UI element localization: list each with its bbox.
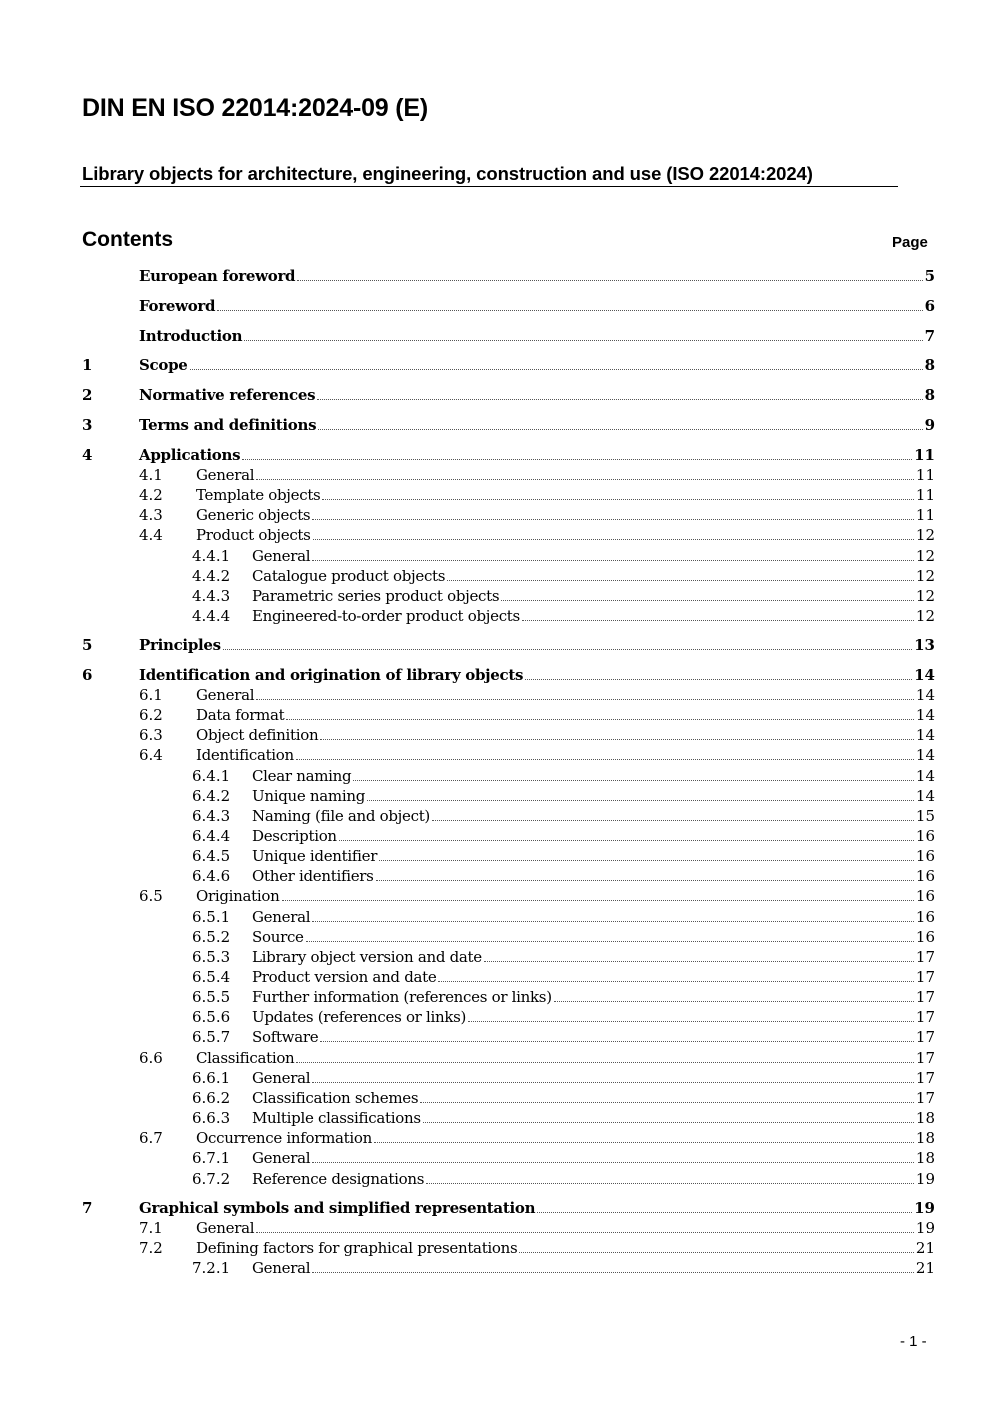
toc-entry-number: 6.7.1 — [192, 1149, 231, 1167]
toc-dot-leader — [190, 369, 923, 370]
toc-entry-page: 18 — [915, 1129, 935, 1147]
toc-entry[interactable] — [82, 908, 935, 927]
toc-entry-label: General — [196, 466, 255, 484]
toc-entry-label: General — [196, 686, 255, 704]
toc-entry-page: 14 — [915, 787, 935, 805]
toc-entry-page: 16 — [915, 887, 935, 905]
toc-entry-number: 6.4.1 — [192, 767, 231, 785]
toc-entry-label: General — [252, 547, 311, 565]
toc-entry-number: 7 — [82, 1199, 93, 1217]
toc-entry-label: Reference designations — [252, 1170, 425, 1188]
toc-entry-number: 6.4.3 — [192, 807, 231, 825]
toc-dot-leader — [296, 1062, 913, 1063]
toc-entry-label: Origination — [196, 887, 280, 905]
toc-entry-page: 13 — [914, 636, 935, 654]
toc-entry-number: 7.1 — [139, 1219, 163, 1237]
page-number: - 1 - — [900, 1333, 927, 1350]
toc-entry-label: Graphical symbols and simplified representation — [139, 1199, 536, 1217]
toc-entry-number: 6.5.4 — [192, 968, 231, 986]
toc-entry-page: 9 — [924, 416, 935, 434]
toc-dot-leader — [423, 1122, 914, 1123]
toc-dot-leader — [256, 1232, 914, 1233]
toc-entry[interactable] — [82, 807, 935, 826]
toc-entry-label: Object definition — [196, 726, 319, 744]
toc-entry-page: 12 — [915, 587, 935, 605]
toc-entry-page: 8 — [924, 386, 935, 404]
toc-entry-label: Library object version and date — [252, 948, 482, 966]
toc-entry[interactable] — [82, 928, 935, 947]
toc-entry-label: Classification — [196, 1049, 295, 1067]
toc-entry-page: 5 — [924, 267, 935, 285]
toc-entry[interactable] — [82, 1028, 935, 1047]
toc-entry-number: 6.5.5 — [192, 988, 231, 1006]
toc-dot-leader — [339, 840, 914, 841]
toc-entry-page: 15 — [915, 807, 935, 825]
toc-dot-leader — [379, 860, 914, 861]
toc-entry[interactable] — [82, 526, 935, 545]
toc-entry-number: 6.6.3 — [192, 1109, 231, 1127]
toc-entry-number: 1 — [82, 356, 93, 374]
toc-entry[interactable] — [82, 587, 935, 606]
toc-entry[interactable] — [82, 1129, 935, 1148]
toc-entry-number: 4.4.4 — [192, 607, 231, 625]
toc-dot-leader — [312, 519, 914, 520]
toc-entry-label: Applications — [139, 446, 241, 464]
toc-entry[interactable] — [82, 706, 935, 725]
toc-entry-label: Updates (references or links) — [252, 1008, 467, 1026]
toc-entry-number: 6 — [82, 666, 93, 684]
toc-entry-label: Defining factors for graphical presentations — [196, 1239, 518, 1257]
toc-dot-leader — [282, 900, 914, 901]
toc-entry[interactable] — [82, 267, 935, 286]
toc-entry-number: 6.2 — [139, 706, 163, 724]
toc-entry-label: Product version and date — [252, 968, 437, 986]
toc-entry[interactable] — [82, 446, 935, 465]
subtitle-underline — [80, 186, 898, 187]
toc-dot-leader — [312, 1272, 914, 1273]
document-subtitle: Library objects for architecture, engineering, construction and use (ISO 22014:2024) — [82, 163, 813, 184]
toc-dot-leader — [320, 739, 914, 740]
toc-entry-page: 11 — [914, 446, 935, 464]
toc-dot-leader — [242, 459, 912, 460]
toc-entry-page: 17 — [915, 1008, 935, 1026]
toc-entry-label: Classification schemes — [252, 1089, 419, 1107]
toc-entry-page: 19 — [915, 1170, 935, 1188]
toc-entry-label: European foreword — [139, 267, 296, 285]
toc-entry-page: 16 — [915, 827, 935, 845]
toc-dot-leader — [317, 399, 922, 400]
toc-dot-leader — [296, 759, 914, 760]
toc-entry-number: 5 — [82, 636, 93, 654]
toc-entry[interactable] — [82, 466, 935, 485]
toc-entry-page: 12 — [915, 567, 935, 585]
toc-entry-page: 11 — [915, 506, 935, 524]
toc-dot-leader — [217, 310, 922, 311]
toc-dot-leader — [420, 1102, 914, 1103]
document-title: DIN EN ISO 22014:2024-09 (E) — [82, 94, 428, 122]
toc-dot-leader — [318, 429, 922, 430]
toc-dot-leader — [519, 1252, 913, 1253]
toc-entry-number: 6.5.7 — [192, 1028, 231, 1046]
toc-entry-number: 6.7 — [139, 1129, 163, 1147]
toc-entry-number: 6.5.3 — [192, 948, 231, 966]
toc-entry[interactable] — [82, 968, 935, 987]
toc-entry-page: 7 — [924, 327, 935, 345]
toc-dot-leader — [367, 800, 914, 801]
toc-dot-leader — [537, 1212, 912, 1213]
toc-dot-leader — [312, 1082, 914, 1083]
toc-entry[interactable] — [82, 1069, 935, 1088]
toc-entry-number: 2 — [82, 386, 93, 404]
toc-entry-page: 19 — [915, 1219, 935, 1237]
toc-dot-leader — [312, 560, 914, 561]
toc-entry-label: Occurrence information — [196, 1129, 372, 1147]
toc-entry-page: 16 — [915, 867, 935, 885]
toc-entry-label: Unique naming — [252, 787, 365, 805]
toc-entry-number: 4.4 — [139, 526, 163, 544]
toc-dot-leader — [554, 1001, 914, 1002]
toc-entry[interactable] — [82, 948, 935, 967]
toc-entry-page: 17 — [915, 1069, 935, 1087]
toc-entry-number: 6.4.6 — [192, 867, 231, 885]
toc-entry[interactable] — [82, 726, 935, 745]
toc-entry[interactable] — [82, 1049, 935, 1068]
toc-entry-label: Normative references — [139, 386, 316, 404]
toc-entry[interactable] — [82, 547, 935, 566]
toc-entry-label: Clear naming — [252, 767, 352, 785]
toc-entry-label: Product objects — [196, 526, 311, 544]
toc-entry[interactable] — [82, 386, 935, 405]
toc-dot-leader — [313, 539, 914, 540]
toc-entry-label: Further information (references or links) — [252, 988, 552, 1006]
toc-entry-number: 6.6.2 — [192, 1089, 231, 1107]
toc-entry-page: 14 — [915, 767, 935, 785]
toc-entry-number: 4.4.2 — [192, 567, 231, 585]
toc-entry[interactable] — [82, 1089, 935, 1108]
toc-dot-leader — [312, 1162, 914, 1163]
toc-dot-leader — [244, 340, 922, 341]
toc-entry[interactable] — [82, 767, 935, 786]
toc-entry-number: 6.4.5 — [192, 847, 231, 865]
toc-dot-leader — [320, 1041, 914, 1042]
toc-entry-number: 6.3 — [139, 726, 163, 744]
toc-entry[interactable] — [82, 1199, 935, 1218]
toc-entry[interactable] — [82, 746, 935, 765]
toc-entry[interactable] — [82, 1109, 935, 1128]
toc-entry[interactable] — [82, 636, 935, 655]
toc-entry-page: 14 — [915, 706, 935, 724]
toc-dot-leader — [438, 981, 913, 982]
toc-entry-number: 6.4.4 — [192, 827, 231, 845]
toc-entry[interactable] — [82, 607, 935, 626]
toc-entry-label: Data format — [196, 706, 285, 724]
toc-dot-leader — [525, 679, 912, 680]
toc-entry-page: 18 — [915, 1109, 935, 1127]
toc-entry[interactable] — [82, 356, 935, 375]
toc-entry[interactable] — [82, 827, 935, 846]
toc-dot-leader — [426, 1183, 914, 1184]
toc-entry-label: General — [196, 1219, 255, 1237]
toc-entry-number: 4 — [82, 446, 93, 464]
toc-entry[interactable] — [82, 416, 935, 435]
toc-entry-page: 16 — [915, 847, 935, 865]
toc-entry-label: Description — [252, 827, 337, 845]
toc-entry-page: 17 — [915, 988, 935, 1006]
toc-entry[interactable] — [82, 1149, 935, 1168]
toc-entry-number: 4.2 — [139, 486, 163, 504]
toc-dot-leader — [501, 600, 914, 601]
toc-entry-number: 6.4.2 — [192, 787, 231, 805]
toc-entry-label: General — [252, 1259, 311, 1277]
toc-dot-leader — [322, 499, 913, 500]
toc-entry-label: Multiple classifications — [252, 1109, 421, 1127]
toc-dot-leader — [484, 961, 914, 962]
toc-entry-label: Naming (file and object) — [252, 807, 430, 825]
toc-dot-leader — [306, 941, 914, 942]
toc-entry-label: Terms and definitions — [139, 416, 317, 434]
toc-dot-leader — [223, 649, 912, 650]
toc-entry-page: 17 — [915, 1089, 935, 1107]
toc-entry-page: 16 — [915, 908, 935, 926]
toc-entry[interactable] — [82, 988, 935, 1007]
toc-entry-label: Engineered-to-order product objects — [252, 607, 520, 625]
toc-entry-page: 14 — [915, 726, 935, 744]
toc-entry[interactable] — [82, 787, 935, 806]
toc-entry-label: Principles — [139, 636, 221, 654]
toc-entry-label: General — [252, 1069, 311, 1087]
toc-entry-page: 11 — [915, 486, 935, 504]
toc-entry-page: 21 — [915, 1259, 935, 1277]
toc-entry[interactable] — [82, 506, 935, 525]
toc-entry[interactable] — [82, 686, 935, 705]
toc-entry-page: 14 — [914, 666, 935, 684]
toc-entry-label: Foreword — [139, 297, 216, 315]
toc-entry-label: Software — [252, 1028, 319, 1046]
toc-entry-page: 21 — [915, 1239, 935, 1257]
toc-entry-number: 6.6.1 — [192, 1069, 231, 1087]
toc-dot-leader — [522, 620, 914, 621]
toc-entry-page: 17 — [915, 1049, 935, 1067]
toc-entry-number: 7.2.1 — [192, 1259, 231, 1277]
toc-entry-page: 17 — [915, 968, 935, 986]
toc-entry-label: Introduction — [139, 327, 243, 345]
toc-entry[interactable] — [82, 297, 935, 316]
toc-entry-page: 17 — [915, 1028, 935, 1046]
toc-entry[interactable] — [82, 867, 935, 886]
toc-entry[interactable] — [82, 666, 935, 685]
toc-entry-page: 8 — [924, 356, 935, 374]
toc-entry-number: 6.5.1 — [192, 908, 231, 926]
toc-entry[interactable] — [82, 486, 935, 505]
toc-entry-label: General — [252, 1149, 311, 1167]
toc-dot-leader — [312, 921, 914, 922]
toc-dot-leader — [374, 1142, 914, 1143]
toc-entry-page: 18 — [915, 1149, 935, 1167]
toc-entry-label: Parametric series product objects — [252, 587, 500, 605]
toc-entry[interactable] — [82, 567, 935, 586]
toc-entry-number: 6.5 — [139, 887, 163, 905]
toc-entry-number: 6.6 — [139, 1049, 163, 1067]
toc-entry[interactable] — [82, 1008, 935, 1027]
toc-entry-page: 16 — [915, 928, 935, 946]
toc-dot-leader — [376, 880, 914, 881]
page-column-heading: Page — [892, 234, 928, 251]
toc-entry[interactable] — [82, 1170, 935, 1189]
toc-entry-page: 12 — [915, 607, 935, 625]
toc-entry-number: 6.5.2 — [192, 928, 231, 946]
toc-entry-label: Identification and origination of library objects — [139, 666, 524, 684]
toc-entry-page: 11 — [915, 466, 935, 484]
toc-entry-label: Unique identifier — [252, 847, 378, 865]
contents-heading: Contents — [82, 228, 173, 251]
toc-entry-label: Source — [252, 928, 304, 946]
toc-entry-label: Identification — [196, 746, 294, 764]
toc-entry-label: General — [252, 908, 311, 926]
toc-entry-page: 19 — [914, 1199, 935, 1217]
toc-entry-label: Generic objects — [196, 506, 311, 524]
toc-entry-page: 12 — [915, 547, 935, 565]
toc-entry-number: 4.4.3 — [192, 587, 231, 605]
toc-entry-page: 6 — [924, 297, 935, 315]
toc-entry-number: 6.7.2 — [192, 1170, 231, 1188]
toc-entry-page: 14 — [915, 746, 935, 764]
toc-entry-label: Template objects — [196, 486, 321, 504]
toc-entry-number: 6.1 — [139, 686, 163, 704]
toc-entry-number: 4.1 — [139, 466, 163, 484]
toc-dot-leader — [468, 1021, 914, 1022]
toc-entry[interactable] — [82, 887, 935, 906]
toc-dot-leader — [286, 719, 914, 720]
toc-entry[interactable] — [82, 1219, 935, 1238]
toc-entry-label: Scope — [139, 356, 188, 374]
toc-entry-number: 7.2 — [139, 1239, 163, 1257]
toc-dot-leader — [432, 820, 914, 821]
toc-entry-number: 3 — [82, 416, 93, 434]
toc-entry[interactable] — [82, 847, 935, 866]
toc-entry-label: Other identifiers — [252, 867, 374, 885]
toc-entry-number: 6.5.6 — [192, 1008, 231, 1026]
toc-dot-leader — [256, 699, 914, 700]
toc-entry-number: 4.3 — [139, 506, 163, 524]
toc-dot-leader — [256, 479, 914, 480]
toc-entry[interactable] — [82, 327, 935, 346]
toc-entry-page: 17 — [915, 948, 935, 966]
toc-entry-label: Catalogue product objects — [252, 567, 446, 585]
toc-entry[interactable] — [82, 1259, 935, 1278]
toc-entry[interactable] — [82, 1239, 935, 1258]
toc-entry-page: 14 — [915, 686, 935, 704]
toc-dot-leader — [297, 280, 922, 281]
toc-entry-number: 6.4 — [139, 746, 163, 764]
toc-entry-page: 12 — [915, 526, 935, 544]
toc-dot-leader — [353, 780, 914, 781]
toc-dot-leader — [447, 580, 914, 581]
toc-entry-number: 4.4.1 — [192, 547, 231, 565]
